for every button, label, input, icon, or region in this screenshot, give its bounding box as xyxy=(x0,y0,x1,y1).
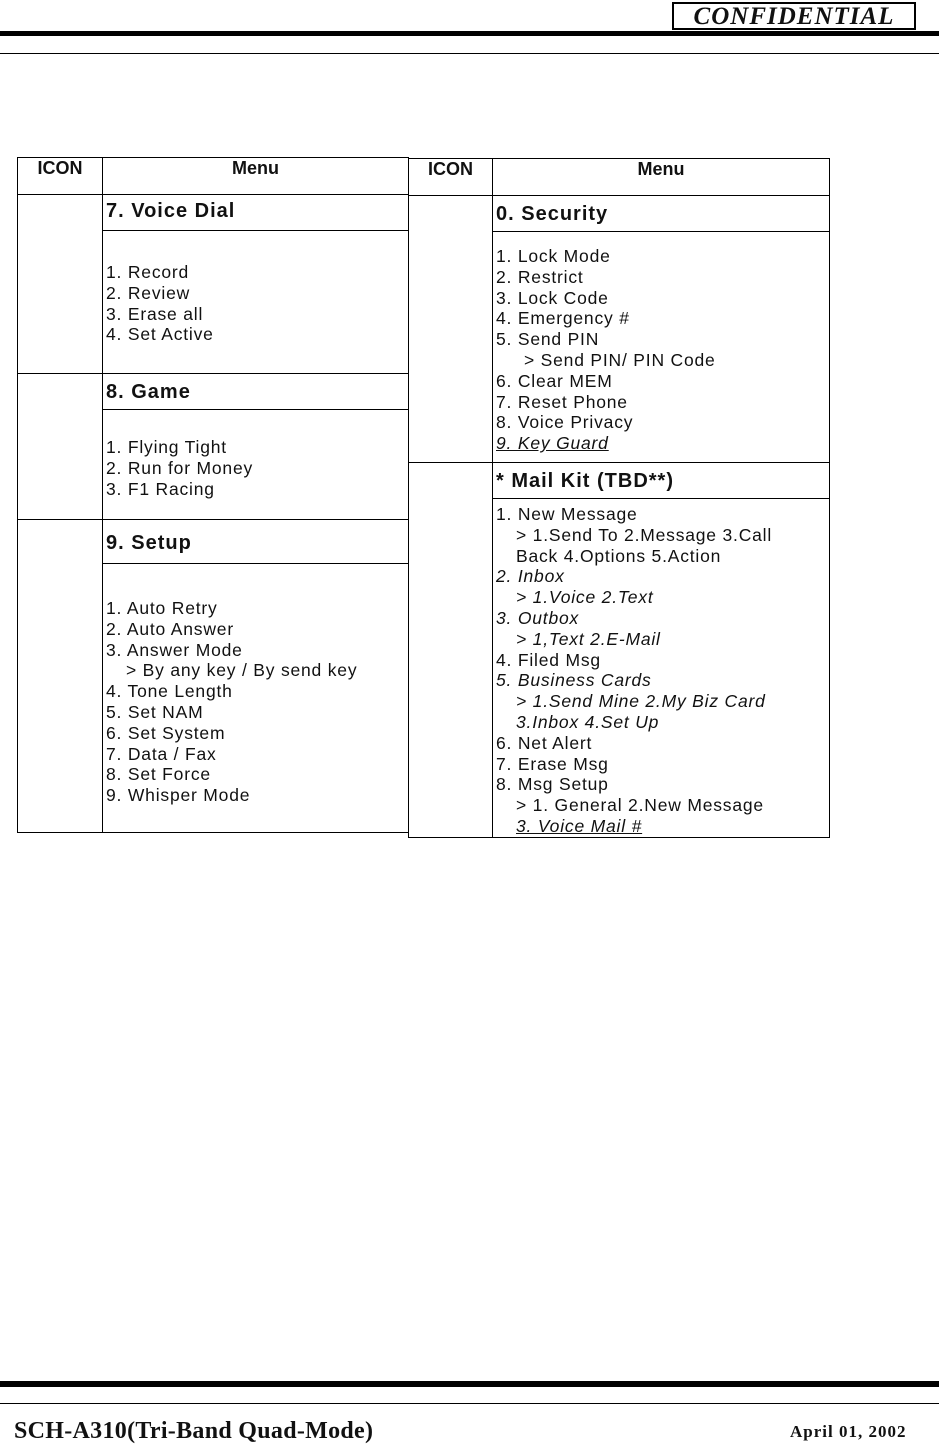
game-items xyxy=(103,410,409,520)
list-item: 7. Erase Msg xyxy=(496,753,609,774)
setup-title: 9. Setup xyxy=(103,520,409,564)
list-item: 2. Restrict xyxy=(496,266,584,287)
mail-kit-items xyxy=(493,499,830,838)
security-title: 0. Security xyxy=(493,196,830,232)
list-item: 8. Set Force xyxy=(106,764,211,785)
list-item: 3. Outbox xyxy=(496,607,580,628)
left-menu-table xyxy=(17,157,409,833)
left-table-header-row xyxy=(18,158,409,195)
voice-dial-title: 7. Voice Dial xyxy=(103,195,409,231)
list-item: 5. Business Cards xyxy=(496,670,652,691)
right-menu-table xyxy=(408,158,830,838)
list-item: 2. Review xyxy=(106,282,191,303)
game-icon-cell xyxy=(18,374,103,520)
list-item: 3. Voice Mail # xyxy=(516,815,643,836)
list-item: 9. Key Guard xyxy=(496,433,609,454)
list-item: 5. Send PIN xyxy=(496,329,600,350)
list-item: 4. Filed Msg xyxy=(496,649,601,670)
list-item: 2. Run for Money xyxy=(106,457,254,478)
icon-column-header: ICON xyxy=(18,158,103,195)
list-item: 1. Auto Retry xyxy=(106,598,218,618)
list-item: 9. Whisper Mode xyxy=(106,785,251,806)
list-item: > 1.Send Mine 2.My Biz Card xyxy=(516,691,766,712)
list-item: 1. Lock Mode xyxy=(496,246,611,266)
security-icon-cell xyxy=(409,196,493,463)
list-item: > By any key / By send key xyxy=(126,660,358,681)
setup-items xyxy=(103,564,409,833)
list-item: 8. Msg Setup xyxy=(496,774,609,795)
mail-kit-icon-cell xyxy=(409,463,493,838)
list-item: 3. Lock Code xyxy=(496,287,609,308)
game-title: 8. Game xyxy=(103,374,409,410)
list-item: 6. Set System xyxy=(106,722,226,743)
list-item: 2. Inbox xyxy=(496,566,565,587)
list-item: 3. Erase all xyxy=(106,303,204,324)
icon-column-header: ICON xyxy=(409,159,493,196)
list-item: 1. Record xyxy=(106,262,190,282)
list-item: Back 4.Options 5.Action xyxy=(516,545,722,566)
header-rule-thick xyxy=(0,31,939,36)
right-table-header-row xyxy=(409,159,830,196)
list-item: 8. Voice Privacy xyxy=(496,412,634,433)
menu-column-header: Menu xyxy=(103,158,409,195)
list-item: 3.Inbox 4.Set Up xyxy=(516,711,660,732)
list-item: 4. Set Active xyxy=(106,324,214,345)
security-items xyxy=(493,232,830,463)
voice-dial-icon-cell xyxy=(18,195,103,374)
list-item: > 1,Text 2.E-Mail xyxy=(516,628,661,649)
list-item: > 1.Voice 2.Text xyxy=(516,587,654,608)
mail-kit-title: * Mail Kit (TBD**) xyxy=(493,463,830,499)
list-item: 7. Data / Fax xyxy=(106,743,217,764)
list-item: 1. New Message xyxy=(496,504,638,524)
footer-rule-thick xyxy=(0,1381,939,1387)
setup-icon-cell xyxy=(18,520,103,833)
footer-model-title: SCH-A310(Tri-Band Quad-Mode) xyxy=(14,1418,374,1444)
header-rule-thin xyxy=(0,53,939,54)
voice-dial-items xyxy=(103,231,409,374)
list-item: 6. Clear MEM xyxy=(496,370,613,391)
list-item: > 1.Send To 2.Message 3.Call xyxy=(516,524,773,545)
list-item: > 1. General 2.New Message xyxy=(516,795,764,816)
list-item: 4. Tone Length xyxy=(106,681,233,702)
menu-column-header: Menu xyxy=(493,159,830,196)
list-item: 7. Reset Phone xyxy=(496,391,628,412)
list-item: 5. Set NAM xyxy=(106,701,204,722)
footer-rule-thin xyxy=(0,1403,939,1404)
list-item: 3. Answer Mode xyxy=(106,639,243,660)
list-item: 1. Flying Tight xyxy=(106,437,227,457)
list-item: 3. F1 Racing xyxy=(106,478,215,499)
list-item: 4. Emergency # xyxy=(496,308,630,329)
list-item: > Send PIN/ PIN Code xyxy=(524,349,716,370)
list-item: 2. Auto Answer xyxy=(106,618,234,639)
list-item: 6. Net Alert xyxy=(496,732,593,753)
footer-date: April 01, 2002 xyxy=(790,1422,907,1441)
confidential-label: CONFIDENTIAL xyxy=(672,2,916,30)
